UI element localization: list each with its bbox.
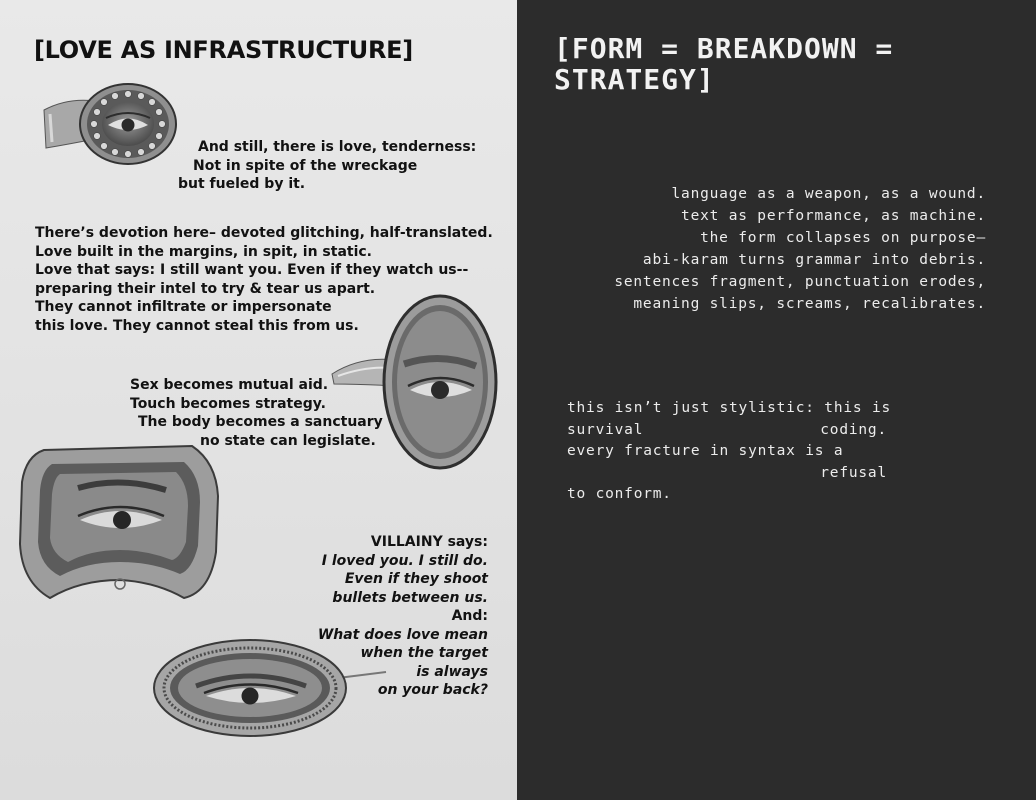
text-line [567, 420, 887, 442]
text-line: Sex becomes mutual aid. [130, 377, 329, 393]
text-line: They cannot infiltrate or impersonate [35, 299, 332, 315]
text-line: Touch becomes strategy. [130, 395, 326, 412]
text-line: refusal [820, 464, 887, 481]
text-line: I loved you. I still do. [321, 552, 488, 569]
text-line: every fracture in syntax is a [567, 443, 844, 459]
text-line: The body becomes a sanctuary [138, 414, 383, 430]
tenderness-paragraph [120, 138, 477, 194]
text-line: language as a weapon, as a wound. [671, 186, 986, 202]
and-label: And: [451, 608, 488, 624]
text-line: this love. They cannot steal this from us. [35, 317, 359, 334]
text-line: Love that says: I still want you. Even if they watch us-- [35, 262, 469, 278]
title-line: STRATEGY] [554, 63, 715, 96]
text-line: There’s devotion here– devoted glitching, half-translated. [35, 225, 493, 241]
villainy-heading: VILLAINY says: [370, 534, 488, 550]
left-page-title: [LOVE AS INFRASTRUCTURE] [34, 36, 413, 64]
text-line: Not in spite of the wreckage [193, 157, 418, 174]
text-line: on your back? [377, 682, 488, 698]
text-line: but fueled by it. [178, 176, 306, 192]
text-line: text as performance, as machine. [681, 208, 986, 224]
oval-eye-brooch-image [150, 630, 390, 740]
text-line: bullets between us. [332, 589, 488, 606]
survival-paragraph [567, 398, 892, 506]
text-line: sentences fragment, punctuation erodes, [614, 274, 986, 290]
text-line: Love built in the margins, in spit, in static. [35, 243, 373, 260]
text-line: to conform. [567, 486, 672, 502]
text-line: no state can legislate. [200, 432, 376, 449]
right-page-title [554, 33, 893, 95]
text-fragment: coding. [820, 421, 887, 438]
text-line: this isn’t just stylistic: this is [567, 400, 892, 416]
language-paragraph [614, 183, 986, 315]
text-line: What does love mean [317, 626, 488, 643]
text-line: abi-karam turns grammar into debris. [642, 252, 986, 268]
crescent-eye-brooch-image [16, 432, 222, 604]
title-line: [FORM = BREAKDOWN = [554, 32, 894, 65]
text-fragment: survival [567, 421, 644, 438]
text-line: when the target [360, 645, 488, 661]
text-line: the form collapses on purpose— [700, 230, 986, 246]
right-page [517, 0, 1036, 800]
text-line: preparing their intel to try & tear us apart. [35, 280, 376, 297]
text-line: And still, there is love, tenderness: [198, 139, 477, 155]
text-line: meaning slips, screams, recalibrates. [633, 296, 986, 312]
text-line: is always [416, 663, 488, 680]
left-page [0, 0, 517, 800]
text-line: Even if they shoot [344, 571, 488, 587]
